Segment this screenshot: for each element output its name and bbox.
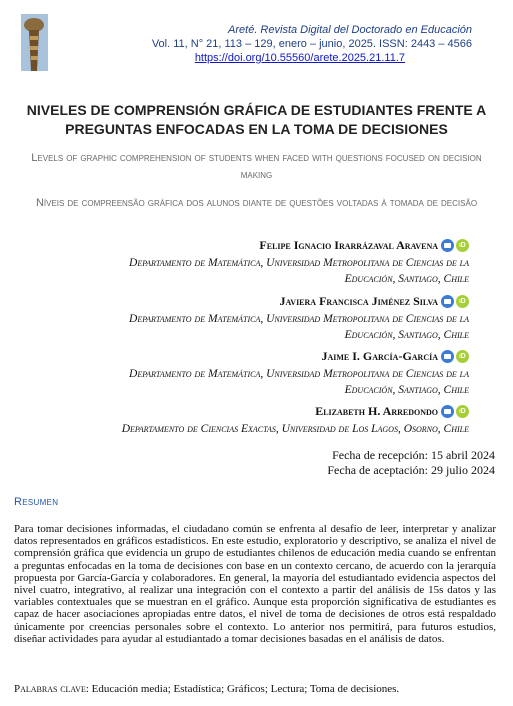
journal-header <box>0 0 513 75</box>
affiliation-line: Educación, Santiago, Chile <box>344 273 469 285</box>
keywords <box>14 683 496 695</box>
author-affiliation <box>122 421 469 437</box>
paper-title-english: Levels of graphic comprehension of students when faced with questions focused on decision making <box>31 152 482 181</box>
date-accepted: Fecha de aceptación: 29 julio 2024 <box>327 463 495 477</box>
affiliation-line: Departamento de Matemática, Universidad Metropolitana de Ciencias de la <box>129 368 469 380</box>
author-name <box>259 238 469 253</box>
paper-title: NIVELES DE COMPRENSIÓN GRÁFICA DE ESTUDIANTES FRENTE A PREGUNTAS ENFOCADAS EN LA TOMA DE DECISIONES <box>26 102 487 137</box>
affiliation-line: Departamento de Matemática, Universidad Metropolitana de Ciencias de la <box>129 313 469 325</box>
affiliation-line: Educación, Santiago, Chile <box>344 384 469 396</box>
paper-title-portuguese: Níveis de compreensão gráfica dos alunos diante de questões voltadas à tomada de decisão <box>35 197 478 209</box>
keywords-label: Palabras clave: <box>14 683 89 695</box>
date-received: Fecha de recepción: 15 abril 2024 <box>332 448 495 462</box>
journal-volume: Vol. 11, N° 21, 113 – 129, enero – junio, 2025. ISSN: 2443 – 4566 <box>151 38 472 50</box>
affiliation-line: Departamento de Ciencias Exactas, Universidad de Los Lagos, Osorno, Chile <box>121 423 469 435</box>
journal-logo-icon <box>21 14 48 71</box>
author-affiliation <box>129 366 469 398</box>
author-name <box>321 349 469 364</box>
author-name-text: Jaime I. García-García <box>321 349 438 363</box>
doi-link[interactable]: https://doi.org/10.55560/arete.2025.21.11.7 <box>194 52 405 64</box>
journal-name: Areté. Revista Digital del Doctorado en Educación <box>228 24 472 36</box>
abstract-text: Para tomar decisiones informadas, el ciudadano común se enfrenta al desafío de leer, interpretar y analizar datos representados en gráficos estadísticos. En este estudio, exploratorio y descriptivo, se analiza el nivel de comprensión gráfica que evidencia un grupo de estudiantes chilenos de educación media cuando se enfrentan a preguntas enfocadas en la toma de decisiones con base en un contexto cercano, de acuerdo con la jerarquía propuesta por García-García y colaboradores. En general, la mayoría del estudiantado evidencia aspectos del nivel cuatro, integrativo, al realizar una integración con el contexto a partir del análisis de 15s datos y las variables contextuales que se muestran en el gráfico. Aunque esta proporción significativa de estudiantes es capaz de hacer asociaciones apropiadas entre datos, el nivel de toma de decisiones de otros está respaldado únicamente por creencias personales sobre el contexto. Lo anterior nos permitirá, para futuros estudios, diseñar actividades para ayudar al estudiantado a tomar decisiones basadas en el análisis de datos. <box>14 523 496 645</box>
author-name <box>315 404 469 419</box>
mail-icon[interactable] <box>441 295 454 308</box>
orcid-icon[interactable]: iD <box>456 350 469 363</box>
affiliation-line: Departamento de Matemática, Universidad Metropolitana de Ciencias de la <box>129 257 469 269</box>
affiliation-line: Educación, Santiago, Chile <box>344 329 469 341</box>
abstract-heading: Resumen <box>14 496 59 508</box>
orcid-icon[interactable]: iD <box>456 239 469 252</box>
publication-dates <box>327 448 495 478</box>
keywords-text: Educación media; Estadística; Gráficos; Lectura; Toma de decisiones. <box>91 683 400 695</box>
author-name-text: Javiera Francisca Jiménez Silva <box>279 294 438 308</box>
author-affiliation <box>129 255 469 287</box>
author-name <box>280 294 469 309</box>
author-name-text: Felipe Ignacio Irarrázaval Aravena <box>259 238 438 252</box>
author-affiliation <box>129 311 469 343</box>
mail-icon[interactable] <box>441 405 454 418</box>
mail-icon[interactable] <box>441 350 454 363</box>
author-name-text: Elizabeth H. Arredondo <box>315 404 438 418</box>
orcid-icon[interactable]: iD <box>456 405 469 418</box>
mail-icon[interactable] <box>441 239 454 252</box>
orcid-icon[interactable]: iD <box>456 295 469 308</box>
